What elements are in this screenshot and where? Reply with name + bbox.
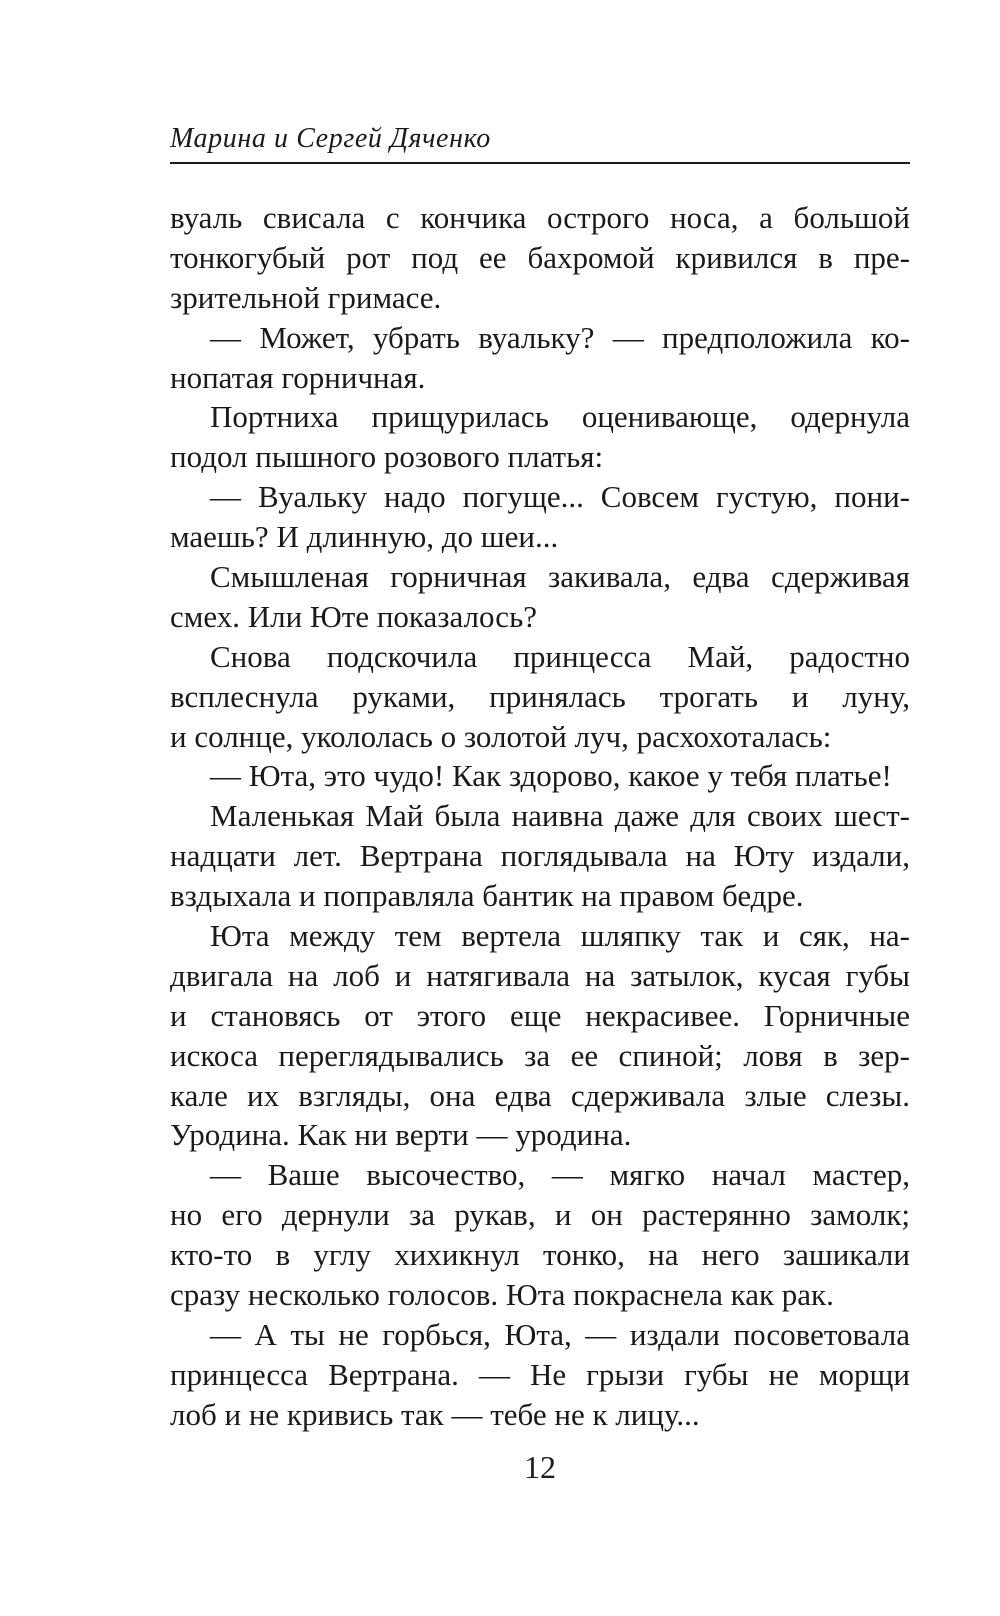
text-line: вуаль свисала с кончика острого носа, а большой — [170, 200, 910, 235]
text-line: кто-то в углу хихикнул тонко, на него зашикали — [170, 1237, 910, 1273]
text-line: кале их взгляды, она едва сдерживала злые слезы. — [170, 1077, 910, 1113]
text-line: — Юта, это чудо! Как здорово, какое у тебя платье! — [210, 758, 892, 794]
text-line: Смышленая горничная закивала, едва сдерживая — [210, 559, 910, 595]
text-line: и становясь от этого еще некрасивее. Горничные — [170, 997, 910, 1033]
text-line: — Может, убрать вуальку? — предположила ко- — [210, 319, 910, 355]
page-number: 12 — [524, 1449, 556, 1485]
text-line: нопатая горничная. — [170, 359, 426, 395]
text-line: сразу несколько голосов. Юта покраснела как рак. — [170, 1277, 834, 1313]
text-line: вздыхала и поправляла бантик на правом бедре. — [170, 878, 804, 914]
text-line: Юта между тем вертела шляпку так и сяк, на- — [210, 918, 910, 954]
text-line: Портниха прищурилась оценивающе, одернула — [210, 399, 910, 435]
text-line: и солнце, укололась о золотой луч, расхохоталась: — [170, 718, 832, 754]
text-line: надцати лет. Вертрана поглядывала на Юту издали, — [170, 838, 910, 874]
text-line: зрительной гримасе. — [170, 279, 442, 315]
text-line: — А ты не горбься, Юта, — издали посоветовала — [210, 1316, 910, 1352]
text-line: двигала на лоб и натягивала на затылок, кусая губы — [170, 957, 910, 993]
text-line: смех. Или Юте показалось? — [170, 598, 537, 634]
text-line: Уродина. Как ни верти — уродина. — [170, 1117, 632, 1153]
text-line: маешь? И длинную, до шеи... — [170, 519, 559, 555]
text-line: Снова подскочила принцесса Май, радостно — [210, 638, 910, 674]
running-head — [170, 118, 910, 164]
running-head-title: Марина и Сергей Дяченко — [170, 123, 491, 154]
text-line: — Ваше высочество, — мягко начал мастер, — [210, 1157, 910, 1193]
text-line: Маленькая Май была наивна даже для своих шест- — [210, 798, 910, 834]
text-line: но его дернули за рукав, и он растерянно замолк; — [170, 1197, 910, 1233]
text-line: тонкогубый рот под ее бахромой кривился в пре- — [170, 239, 910, 275]
text-line: искоса переглядывались за ее спиной; ловя в зер- — [170, 1037, 910, 1073]
text-line: — Вуальку надо погуще... Совсем густую, пони- — [210, 479, 910, 515]
text-line: принцесса Вертрана. — Не грызи губы не морщи — [170, 1356, 910, 1392]
text-line: подол пышного розового платья: — [170, 439, 604, 475]
text-line: всплеснула руками, принялась трогать и луну, — [170, 678, 910, 714]
text-line: лоб и не кривись так — тебе не к лицу... — [170, 1396, 700, 1432]
body-text — [170, 198, 910, 1435]
